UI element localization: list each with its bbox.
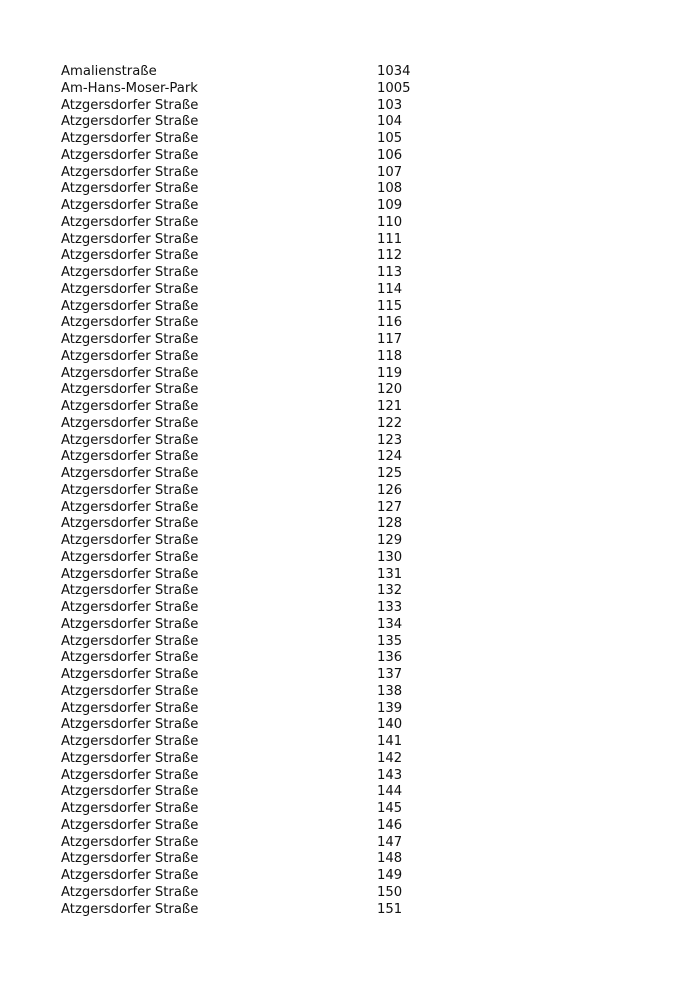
house-number-cell: 106 xyxy=(377,147,403,163)
street-name-cell: Atzgersdorfer Straße xyxy=(61,717,199,733)
street-name-cell: Atzgersdorfer Straße xyxy=(61,399,199,414)
house-number-cell: 120 xyxy=(377,382,403,398)
table-row xyxy=(61,98,481,115)
house-number-cell: 113 xyxy=(377,265,403,280)
table-row xyxy=(61,751,481,768)
table-row xyxy=(61,684,481,701)
street-name-cell: Atzgersdorfer Straße xyxy=(61,700,199,716)
street-name-cell: Amalienstraße xyxy=(61,64,157,79)
table-row xyxy=(61,851,481,868)
table-row xyxy=(61,449,481,466)
house-number-cell: 135 xyxy=(377,633,403,649)
street-name-cell: Atzgersdorfer Straße xyxy=(61,650,199,666)
house-number-cell: 128 xyxy=(377,516,403,532)
street-name-cell: Atzgersdorfer Straße xyxy=(61,114,199,130)
house-number-cell: 149 xyxy=(377,868,403,883)
house-number-cell: 139 xyxy=(377,700,403,716)
street-name-cell: Atzgersdorfer Straße xyxy=(61,734,199,749)
street-name-cell: Atzgersdorfer Straße xyxy=(61,365,199,381)
table-row xyxy=(61,433,481,450)
table-row xyxy=(61,768,481,785)
house-number-cell: 129 xyxy=(377,533,403,548)
table-row xyxy=(61,148,481,165)
street-name-cell: Atzgersdorfer Straße xyxy=(61,231,199,247)
table-row xyxy=(61,349,481,366)
table-row xyxy=(61,717,481,734)
table-row xyxy=(61,650,481,667)
house-number-cell: 143 xyxy=(377,767,403,783)
street-name-cell: Am-Hans-Moser-Park xyxy=(61,80,198,96)
house-number-cell: 1034 xyxy=(377,64,411,79)
table-row xyxy=(61,198,481,215)
house-number-cell: 124 xyxy=(377,449,403,465)
house-number-cell: 144 xyxy=(377,784,403,800)
house-number-cell: 103 xyxy=(377,97,403,113)
street-name-cell: Atzgersdorfer Straße xyxy=(61,248,199,264)
table-row xyxy=(61,885,481,902)
street-name-cell: Atzgersdorfer Straße xyxy=(61,415,199,431)
table-row xyxy=(61,416,481,433)
table-row xyxy=(61,583,481,600)
house-number-cell: 107 xyxy=(377,164,403,180)
table-row xyxy=(61,181,481,198)
table-row xyxy=(61,81,481,98)
street-name-cell: Atzgersdorfer Straße xyxy=(61,901,199,917)
house-number-cell: 122 xyxy=(377,415,403,431)
table-row xyxy=(61,667,481,684)
house-number-cell: 115 xyxy=(377,298,403,314)
table-row xyxy=(61,550,481,567)
house-number-cell: 112 xyxy=(377,248,403,264)
street-name-cell: Atzgersdorfer Straße xyxy=(61,683,199,699)
street-name-cell: Atzgersdorfer Straße xyxy=(61,834,199,850)
street-name-cell: Atzgersdorfer Straße xyxy=(61,583,199,599)
house-number-cell: 118 xyxy=(377,348,403,364)
table-row xyxy=(61,600,481,617)
table-row xyxy=(61,466,481,483)
street-name-cell: Atzgersdorfer Straße xyxy=(61,482,199,498)
house-number-cell: 109 xyxy=(377,198,403,213)
house-number-cell: 146 xyxy=(377,817,403,833)
street-name-cell: Atzgersdorfer Straße xyxy=(61,214,199,230)
street-name-cell: Atzgersdorfer Straße xyxy=(61,616,199,632)
house-number-cell: 136 xyxy=(377,650,403,666)
street-name-cell: Atzgersdorfer Straße xyxy=(61,667,199,682)
street-name-cell: Atzgersdorfer Straße xyxy=(61,549,199,565)
street-name-cell: Atzgersdorfer Straße xyxy=(61,198,199,213)
street-name-cell: Atzgersdorfer Straße xyxy=(61,516,199,532)
house-number-cell: 141 xyxy=(377,734,403,749)
house-number-cell: 1005 xyxy=(377,80,411,96)
table-row xyxy=(61,818,481,835)
house-number-cell: 110 xyxy=(377,214,403,230)
address-table xyxy=(61,64,481,918)
house-number-cell: 151 xyxy=(377,901,403,917)
house-number-cell: 150 xyxy=(377,884,403,900)
table-row xyxy=(61,734,481,751)
street-name-cell: Atzgersdorfer Straße xyxy=(61,449,199,465)
house-number-cell: 123 xyxy=(377,432,403,448)
table-row xyxy=(61,64,481,81)
street-name-cell: Atzgersdorfer Straße xyxy=(61,348,199,364)
street-name-cell: Atzgersdorfer Straße xyxy=(61,533,199,548)
house-number-cell: 134 xyxy=(377,616,403,632)
street-name-cell: Atzgersdorfer Straße xyxy=(61,633,199,649)
street-name-cell: Atzgersdorfer Straße xyxy=(61,851,199,867)
table-row xyxy=(61,114,481,131)
house-number-cell: 147 xyxy=(377,834,403,850)
street-name-cell: Atzgersdorfer Straße xyxy=(61,97,199,113)
house-number-cell: 138 xyxy=(377,683,403,699)
street-name-cell: Atzgersdorfer Straße xyxy=(61,131,199,146)
house-number-cell: 125 xyxy=(377,466,403,481)
house-number-cell: 142 xyxy=(377,750,403,766)
table-row xyxy=(61,382,481,399)
house-number-cell: 114 xyxy=(377,281,403,297)
street-name-cell: Atzgersdorfer Straße xyxy=(61,265,199,280)
street-name-cell: Atzgersdorfer Straße xyxy=(61,382,199,398)
street-name-cell: Atzgersdorfer Straße xyxy=(61,566,199,582)
table-row xyxy=(61,617,481,634)
house-number-cell: 119 xyxy=(377,365,403,381)
table-row xyxy=(61,516,481,533)
street-name-cell: Atzgersdorfer Straße xyxy=(61,868,199,883)
table-row xyxy=(61,248,481,265)
table-row xyxy=(61,282,481,299)
table-row xyxy=(61,868,481,885)
table-row xyxy=(61,399,481,416)
house-number-cell: 111 xyxy=(377,231,403,247)
house-number-cell: 126 xyxy=(377,482,403,498)
house-number-cell: 116 xyxy=(377,315,403,331)
house-number-cell: 127 xyxy=(377,499,403,515)
table-row xyxy=(61,500,481,517)
street-name-cell: Atzgersdorfer Straße xyxy=(61,600,199,615)
street-name-cell: Atzgersdorfer Straße xyxy=(61,784,199,800)
house-number-cell: 117 xyxy=(377,332,403,347)
street-name-cell: Atzgersdorfer Straße xyxy=(61,884,199,900)
street-name-cell: Atzgersdorfer Straße xyxy=(61,298,199,314)
street-name-cell: Atzgersdorfer Straße xyxy=(61,432,199,448)
street-name-cell: Atzgersdorfer Straße xyxy=(61,332,199,347)
table-row xyxy=(61,131,481,148)
table-row xyxy=(61,483,481,500)
house-number-cell: 105 xyxy=(377,131,403,146)
table-row xyxy=(61,215,481,232)
table-row xyxy=(61,265,481,282)
table-row xyxy=(61,902,481,919)
house-number-cell: 137 xyxy=(377,667,403,682)
table-row xyxy=(61,634,481,651)
house-number-cell: 140 xyxy=(377,717,403,733)
house-number-cell: 148 xyxy=(377,851,403,867)
street-name-cell: Atzgersdorfer Straße xyxy=(61,767,199,783)
table-row xyxy=(61,232,481,249)
street-name-cell: Atzgersdorfer Straße xyxy=(61,164,199,180)
house-number-cell: 131 xyxy=(377,566,403,582)
street-name-cell: Atzgersdorfer Straße xyxy=(61,750,199,766)
street-name-cell: Atzgersdorfer Straße xyxy=(61,181,199,197)
house-number-cell: 130 xyxy=(377,549,403,565)
table-row xyxy=(61,332,481,349)
table-row xyxy=(61,567,481,584)
table-row xyxy=(61,315,481,332)
table-row xyxy=(61,835,481,852)
table-row xyxy=(61,366,481,383)
house-number-cell: 133 xyxy=(377,600,403,615)
house-number-cell: 132 xyxy=(377,583,403,599)
table-row xyxy=(61,801,481,818)
table-row xyxy=(61,701,481,718)
street-name-cell: Atzgersdorfer Straße xyxy=(61,499,199,515)
street-name-cell: Atzgersdorfer Straße xyxy=(61,315,199,331)
street-name-cell: Atzgersdorfer Straße xyxy=(61,466,199,481)
house-number-cell: 145 xyxy=(377,801,403,816)
table-row xyxy=(61,165,481,182)
table-row xyxy=(61,299,481,316)
house-number-cell: 121 xyxy=(377,399,403,414)
street-name-cell: Atzgersdorfer Straße xyxy=(61,147,199,163)
house-number-cell: 108 xyxy=(377,181,403,197)
table-row xyxy=(61,784,481,801)
table-row xyxy=(61,533,481,550)
street-name-cell: Atzgersdorfer Straße xyxy=(61,817,199,833)
house-number-cell: 104 xyxy=(377,114,403,130)
street-name-cell: Atzgersdorfer Straße xyxy=(61,281,199,297)
street-name-cell: Atzgersdorfer Straße xyxy=(61,801,199,816)
